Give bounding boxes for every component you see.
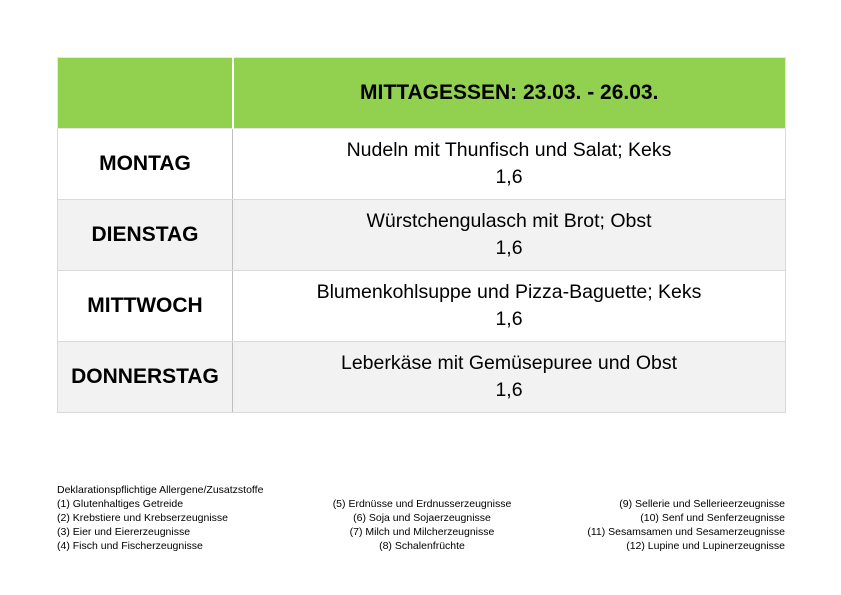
- legend-column-3: [587, 497, 785, 553]
- meal-description: Blumenkohlsuppe und Pizza-Baguette; Keks: [316, 281, 702, 303]
- legend-title: Deklarationspflichtige Allergene/Zusatzstoffe: [57, 484, 264, 496]
- legend-item: (7) Milch und Milcherzeugnisse: [349, 526, 495, 538]
- legend-item: (9) Sellerie und Sellerieerzeugnisse: [619, 498, 785, 510]
- legend-item: (8) Schalenfrüchte: [379, 540, 465, 552]
- header-corner-cell: [58, 58, 233, 129]
- legend-item: (6) Soja und Sojaerzeugnisse: [353, 512, 491, 524]
- legend-item: (3) Eier und Eiererzeugnisse: [57, 526, 191, 538]
- allergen-codes: 1,6: [495, 379, 523, 401]
- meal-cell-thursday: [233, 342, 786, 413]
- legend-item: (5) Erdnüsse und Erdnusserzeugnisse: [332, 498, 512, 510]
- allergen-codes: 1,6: [495, 308, 523, 330]
- day-label-tuesday: DIENSTAG: [58, 200, 233, 271]
- meal-description: Nudeln mit Thunfisch und Salat; Keks: [346, 139, 672, 161]
- header-row: [58, 58, 786, 129]
- table-row-thursday: [58, 342, 786, 413]
- legend-item: (4) Fisch und Fischerzeugnisse: [57, 540, 203, 552]
- legend-column-1: [57, 497, 228, 553]
- allergen-codes: 1,6: [495, 237, 523, 259]
- meal-description: Leberkäse mit Gemüsepuree und Obst: [340, 352, 677, 374]
- legend-item: (2) Krebstiere und Krebserzeugnisse: [57, 512, 229, 524]
- meal-description: Würstchengulasch mit Brot; Obst: [366, 210, 652, 232]
- legend-item: (11) Sesamsamen und Sesamerzeugnisse: [587, 526, 785, 538]
- table-row-wednesday: [58, 271, 786, 342]
- legend-item: (12) Lupine und Lupinerzeugnisse: [626, 540, 785, 552]
- page-title: MITTAGESSEN: 23.03. - 26.03.: [233, 58, 786, 129]
- legend-item: (10) Senf und Senferzeugnisse: [640, 512, 785, 524]
- table-row-tuesday: [58, 200, 786, 271]
- day-label-thursday: DONNERSTAG: [58, 342, 233, 413]
- legend-column-2: [317, 497, 527, 553]
- day-label-monday: MONTAG: [58, 129, 233, 200]
- day-label-wednesday: MITTWOCH: [58, 271, 233, 342]
- meal-cell-monday: [233, 129, 786, 200]
- lunch-menu-table: [57, 57, 786, 413]
- legend-item: (1) Glutenhaltiges Getreide: [57, 498, 184, 510]
- meal-cell-tuesday: [233, 200, 786, 271]
- table-row-monday: [58, 129, 786, 200]
- meal-cell-wednesday: [233, 271, 786, 342]
- allergen-codes: 1,6: [495, 166, 523, 188]
